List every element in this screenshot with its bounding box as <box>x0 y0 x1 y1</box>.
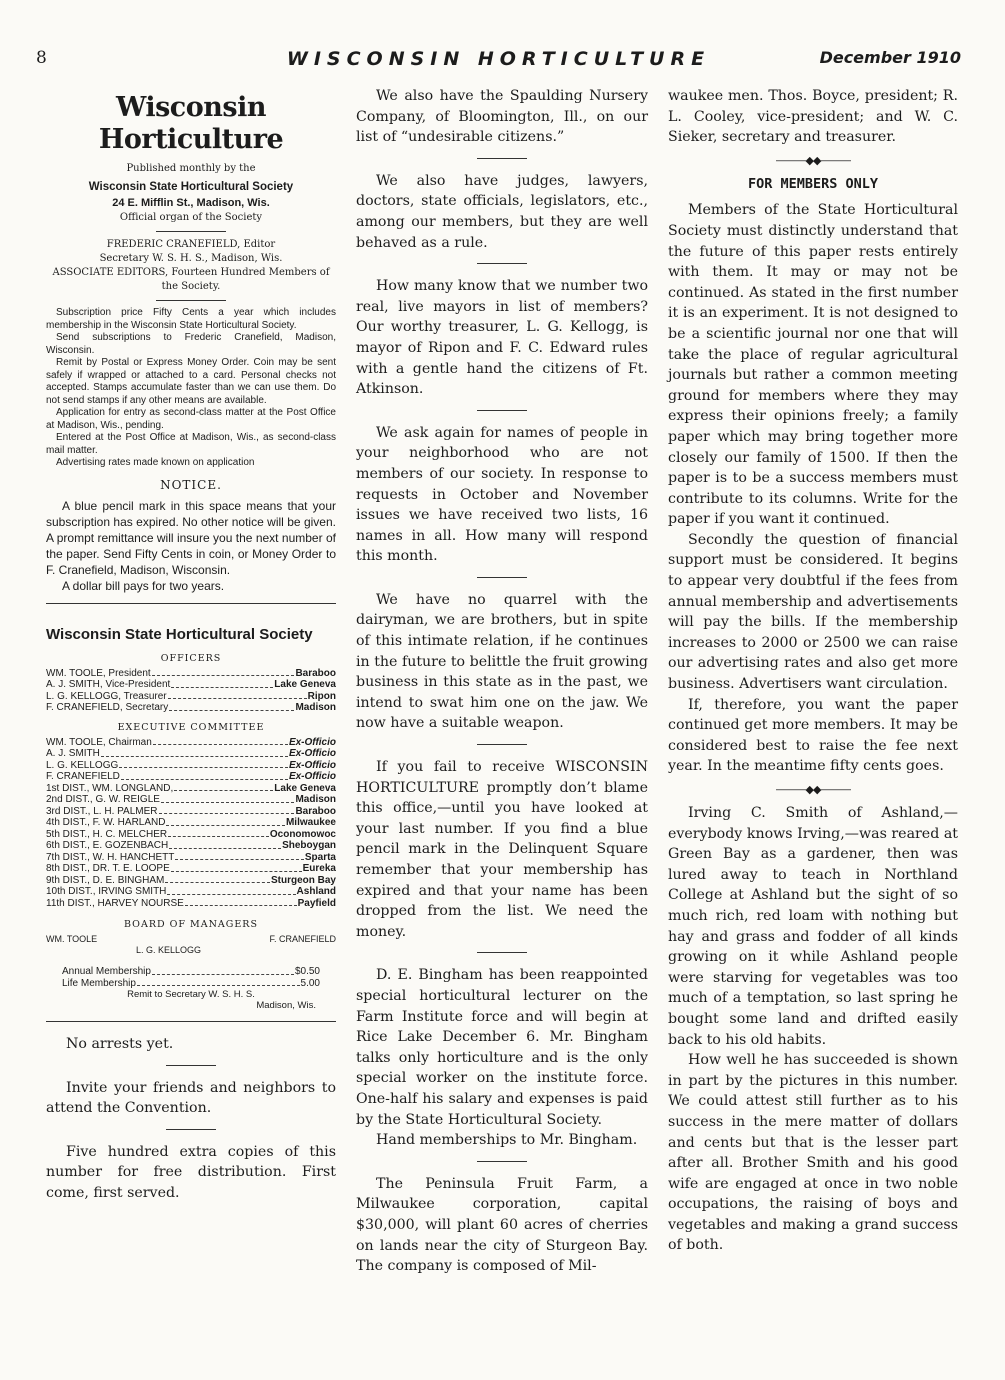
board-heading: BOARD OF MANAGERS <box>124 919 258 930</box>
published-line: Published monthly by the <box>126 163 256 174</box>
committee-row <box>46 898 336 910</box>
society-heading: Wisconsin State Horticultural Society <box>46 625 313 643</box>
officer-name: WM. TOOLE, President <box>46 667 151 679</box>
leader-dots <box>137 978 300 987</box>
editorial-paragraph: The Peninsula Fruit Farm, a Milwaukee corporation, capital $30,000, will plant 60 acres of cherries on lands near the city of Sturgeon Bay. The company is composed of Mil- <box>356 1175 648 1275</box>
board-row <box>46 934 336 945</box>
society-name: Wisconsin State Horticultural Society <box>88 181 294 193</box>
member-name: 8th DIST., DR. T. E. LOOPE <box>46 863 170 874</box>
member-name: A. J. SMITH <box>46 748 100 759</box>
official-organ: Official organ of the Society <box>119 212 263 223</box>
remit-city: Madison, Wis. <box>256 1000 316 1011</box>
committee-row <box>46 886 336 898</box>
leader-dots <box>167 886 295 895</box>
fee-name: Annual Membership <box>62 966 151 977</box>
fee-row <box>62 978 320 990</box>
column-right <box>668 86 958 1256</box>
officer-name: F. CRANEFIELD, Secretary <box>46 702 169 713</box>
member-name: 6th DIST., E. GOZENBACH <box>46 840 169 851</box>
committee-row <box>46 771 336 783</box>
remit-line: Remit to Secretary W. S. H. S. <box>127 989 255 1000</box>
ornament-divider: ———◆◆——— <box>775 783 851 796</box>
divider <box>166 1065 216 1066</box>
member-town: Madison <box>295 794 336 805</box>
member-name: 11th DIST., HARVEY NOURSE <box>46 897 184 909</box>
divider <box>156 300 226 301</box>
committee-row <box>46 863 336 875</box>
member-town: Sparta <box>304 851 336 863</box>
notice-box <box>46 498 336 594</box>
officer-town: Madison <box>295 702 336 713</box>
society-address: 24 E. Mifflin St., Madison, Wis. <box>112 197 270 209</box>
fine-print-paragraph: Entered at the Post Office at Madison, Wis., as second-class mail matter. <box>46 432 336 456</box>
continued-paragraph: waukee men. Thos. Boyce, president; R. L. Cooley, vice-president; and W. C. Sieker, secretary and treasurer. <box>668 88 958 146</box>
leader-dots <box>185 898 297 907</box>
issue-date: December 1910 <box>819 48 961 67</box>
leader-dots <box>152 668 295 677</box>
member-town: Milwaukee <box>285 817 336 828</box>
leader-dots <box>159 806 295 815</box>
member-name: 4th DIST., F. W. HARLAND <box>46 817 166 828</box>
divider <box>477 1161 527 1162</box>
committee-row <box>46 737 336 749</box>
officer-row <box>46 679 336 691</box>
associate-editors: ASSOCIATE EDITORS, Fourteen Hundred Members of the Society. <box>52 267 330 292</box>
section-heading-members: FOR MEMBERS ONLY <box>747 175 879 192</box>
committee-list <box>46 737 336 910</box>
board-member: L. G. KELLOGG <box>136 945 202 955</box>
members-paragraph: Secondly the question of financial support must be considered. It begins to appear very doubtful if the fees from annual membership and advertisements will pay the bills. If the membership increases to 2000 or 2500 we can raise our advertising rates and also get more business. Advertisers want circulation. <box>668 531 958 693</box>
member-town: Payfield <box>297 897 336 909</box>
filler-item: No arrests yet. <box>66 1036 174 1052</box>
ornament-divider: ———◆◆——— <box>775 153 851 167</box>
filler-item: Invite your friends and neighbors to attend the Convention. <box>46 1079 336 1117</box>
member-role: Ex-Officio <box>288 759 336 771</box>
officers-list <box>46 668 336 714</box>
divider <box>166 1129 216 1130</box>
filler-items <box>46 1034 336 1204</box>
secretary-line: Secretary W. S. H. S., Madison, Wis. <box>99 253 283 264</box>
member-town: Baraboo <box>295 805 336 817</box>
member-town: Sheboygan <box>282 840 336 851</box>
leader-dots <box>152 966 294 975</box>
leader-dots <box>175 852 304 861</box>
member-name: 10th DIST., IRVING SMITH <box>46 886 167 897</box>
member-name: 3rd DIST., L. H. PALMER <box>46 805 158 817</box>
editorial-paragraph: We ask again for names of people in your neighborhood who are not members of our society. In response to requests in October and November issues we have received two lists, 16 names in all. How many will respond this month. <box>356 424 648 565</box>
member-name: 9th DIST., D. E. BINGHAM <box>46 874 165 886</box>
member-name: WM. TOOLE, Chairman <box>46 736 152 748</box>
leader-dots <box>171 863 302 872</box>
board-of-managers <box>46 934 336 956</box>
column-middle <box>356 86 648 1277</box>
leader-dots <box>168 829 269 838</box>
divider <box>46 1021 336 1022</box>
officer-name: A. J. SMITH, Vice-President <box>46 679 171 690</box>
fine-print-paragraph: Send subscriptions to Frederic Cranefield, Madison, Wisconsin. <box>46 332 336 356</box>
member-role: Ex-Officio <box>288 736 336 748</box>
fine-print-paragraph: Remit by Postal or Express Money Order. Coin may be sent safely if wrapped or attached to a card. Personal checks not accepted. Stamps accumulate faster than we can use them. Do not send stamps if any other means are available. <box>46 357 336 406</box>
fee-row <box>62 966 320 978</box>
board-member: F. CRANEFIELD <box>269 934 336 944</box>
member-role: Ex-Officio <box>288 748 336 759</box>
member-town: Oconomowoc <box>269 828 336 840</box>
divider <box>477 263 527 264</box>
editorial-paragraph: We also have judges, lawyers, doctors, state officials, legislators, etc., among our members, but they are well behaved as a rule. <box>356 172 648 251</box>
editorial-paragraph: Hand memberships to Mr. Bingham. <box>376 1132 638 1149</box>
member-role: Ex-Officio <box>288 771 336 782</box>
officers-heading: OFFICERS <box>160 652 222 664</box>
committee-row <box>46 760 336 772</box>
member-town: Ashland <box>296 886 336 897</box>
member-town: Eureka <box>302 863 336 874</box>
member-name: 1st DIST., WM. LONGLAND, <box>46 782 174 794</box>
officer-name: L. G. KELLOGG, Treasurer <box>46 690 167 702</box>
fee-name: Life Membership <box>62 977 136 989</box>
leader-dots <box>161 794 295 803</box>
committee-row <box>46 806 336 818</box>
fine-print-paragraph: Advertising rates made known on application <box>56 457 255 468</box>
officer-row <box>46 668 336 680</box>
notice-paragraph: A blue pencil mark in this space means that your subscription has expired. No other notice will be given. A prompt remittance will insure you the next number of the paper. Send Fifty Cents in coin, or Money Order to F. Cranefield, Madison, Wisconsin. <box>46 498 336 577</box>
notice-paragraph: A dollar bill pays for two years. <box>62 578 225 593</box>
committee-row <box>46 875 336 887</box>
member-name: 7th DIST., W. H. HANCHETT <box>46 851 175 863</box>
member-town: Sturgeon Bay <box>270 874 336 886</box>
page-number: 8 <box>36 48 47 68</box>
divider <box>156 231 226 232</box>
leader-dots <box>171 679 273 688</box>
notice-heading: NOTICE. <box>160 477 222 492</box>
smith-paragraph: How well he has succeeded is shown in part by the pictures in this number. We could attest still further as to his success in the mere matter of dollars and cents but that is the lesser part after all. Brother Smith and his good wife are engaged at once in two noble occupations, the raising of boys and vegetables and making a grand success of both. <box>668 1052 958 1254</box>
divider <box>477 158 527 159</box>
filler-item: Five hundred extra copies of this number for free distribution. First come, first served. <box>46 1143 336 1201</box>
committee-row <box>46 748 336 760</box>
smith-paragraph: Irving C. Smith of Ashland,—everybody knows Irving,—was reared at Green Bay as a gardener, then was lured away to teach in Northland College at Ashland but the sight of so much rich, red loam with nothing but hay and grass and fodder of all kinds growing on it while Ashland people were starving for vegetables was too much of a temptation, so last spring he bought some land and drifted easily back to his old habits. <box>668 805 958 1048</box>
column-left <box>46 86 336 1204</box>
officer-town: Ripon <box>307 690 336 702</box>
divider <box>46 603 336 604</box>
membership-fees <box>46 966 336 989</box>
fee-amount: 5.00 <box>300 977 320 989</box>
officer-town: Lake Geneva <box>274 679 336 690</box>
leader-dots <box>153 737 288 746</box>
fine-print-paragraph: Application for entry as second-class matter at the Post Office at Madison, Wis., pending. <box>46 407 336 431</box>
divider <box>477 410 527 411</box>
committee-row <box>46 794 336 806</box>
leader-dots <box>174 783 273 792</box>
leader-dots <box>121 771 288 780</box>
editorial-paragraph: How many know that we number two real, live mayors in list of members? Our worthy treasurer, L. G. Kellogg, is mayor of Ripon and F. C. Edward rules with a gentle hand the citizens of Ft. Atkinson. <box>356 278 648 398</box>
leader-dots <box>166 817 284 826</box>
running-head <box>36 48 961 74</box>
leader-dots <box>165 875 270 884</box>
committee-row <box>46 852 336 864</box>
fine-print <box>46 307 336 470</box>
member-name: 5th DIST., H. C. MELCHER <box>46 828 168 840</box>
publication-title: Wisconsin Horticulture <box>98 92 284 155</box>
member-name: L. G. KELLOGG <box>46 759 119 771</box>
committee-heading: EXECUTIVE COMMITTEE <box>117 721 265 733</box>
editorial-paragraph: D. E. Bingham has been reappointed special horticultural lecturer on the Farm Institute force and will begin at Rice Lake December 6. Mr. Bingham talks only horticulture and is the only special worker on the institute force. One-half his salary and expenses is paid by the State Horticultural Society. <box>356 967 648 1128</box>
leader-dots <box>168 691 307 700</box>
committee-row <box>46 840 336 852</box>
leader-dots <box>169 840 281 849</box>
editorial-paragraph: If you fail to receive WISCONSIN HORTICULTURE promptly don’t blame this office,—until you have looked at your last number. If you find a blue pencil mark in the Delinquent Square remember that your membership has expired and that your name has been dropped from the list. We need the money. <box>356 759 648 940</box>
members-paragraph: Members of the State Horticultural Society must distinctly understand that the future of this paper rests entirely with them. It may or may not be continued. As stated in the first number it is an experiment. It is not designed to be a scientific journal nor one that will take the place of regular agricultural journals but rather a common meeting ground for members where they may express their opinions freely; a family paper which may bring together more closely our family of 1500. If then the paper is to be a success members must contribute to its columns. Write for the paper if you want it continued. <box>668 202 958 528</box>
editor-line: FREDERIC CRANEFIELD, Editor <box>106 239 276 250</box>
leader-dots <box>119 760 288 769</box>
fee-amount: $0.50 <box>294 966 320 977</box>
committee-row <box>46 829 336 841</box>
member-town: Lake Geneva <box>274 782 336 794</box>
divider <box>477 744 527 745</box>
committee-row <box>46 783 336 795</box>
member-name: 2nd DIST., G. W. REIGLE <box>46 794 160 805</box>
member-name: F. CRANEFIELD <box>46 771 120 782</box>
board-member: WM. TOOLE <box>46 934 98 944</box>
officer-row <box>46 691 336 703</box>
members-paragraph: If, therefore, you want the paper continued get more members. It may be considered best to raise the fee next year. In the meantime fifty cents goes. <box>668 696 958 775</box>
leader-dots <box>101 748 288 757</box>
officer-town: Baraboo <box>295 667 336 679</box>
editorial-paragraph: We also have the Spaulding Nursery Company, of Bloomington, Ill., on our list of “undesirable citizens.” <box>356 88 648 146</box>
officer-row <box>46 702 336 714</box>
editorial-paragraph: We have no quarrel with the dairyman, we are brothers, but in spite of this intimate relation, if he continues in the future to belittle the fruit growing business in this state as in the past, we intend to swat him one on the jaw. We now have a suitable weapon. <box>356 591 648 732</box>
committee-row <box>46 817 336 829</box>
leader-dots <box>169 702 294 711</box>
divider <box>477 952 527 953</box>
fine-print-paragraph: Subscription price Fifty Cents a year which includes membership in the Wisconsin State Horticultural Society. <box>46 307 336 331</box>
divider <box>477 577 527 578</box>
masthead: WISCONSIN HORTICULTURE <box>286 48 711 70</box>
